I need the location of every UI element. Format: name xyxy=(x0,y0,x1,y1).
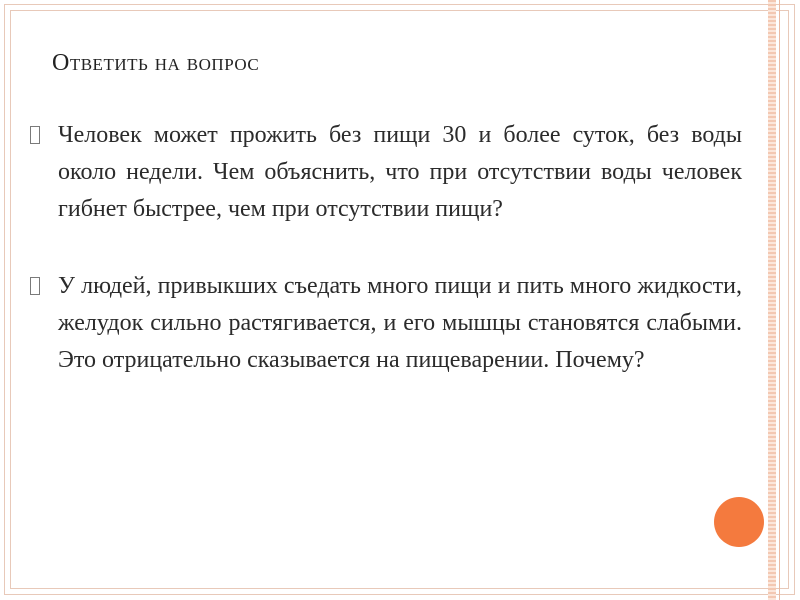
decorative-right-strip xyxy=(768,0,776,600)
bullet-marker-icon xyxy=(30,277,40,295)
bullet-list xyxy=(30,117,742,419)
bullet-item xyxy=(30,117,742,228)
bullet-marker-icon xyxy=(30,126,40,144)
bullet-text: У людей, привыкших съедать много пищи и пить много жидкости, желудок сильно растягивается, и его мышцы становятся слабыми. Это отрицательно сказывается на пищеварении. Почему? xyxy=(58,273,742,373)
decorative-circle-icon xyxy=(714,497,764,547)
decorative-right-line xyxy=(779,0,780,600)
slide-title: Ответить на вопрос xyxy=(52,50,260,76)
bullet-item xyxy=(30,268,742,379)
bullet-text: Человек может прожить без пищи 30 и более суток, без воды около недели. Чем объяснить, что при отсутствии воды человек гибнет быстрее, чем при отсутствии пищи? xyxy=(58,122,742,222)
